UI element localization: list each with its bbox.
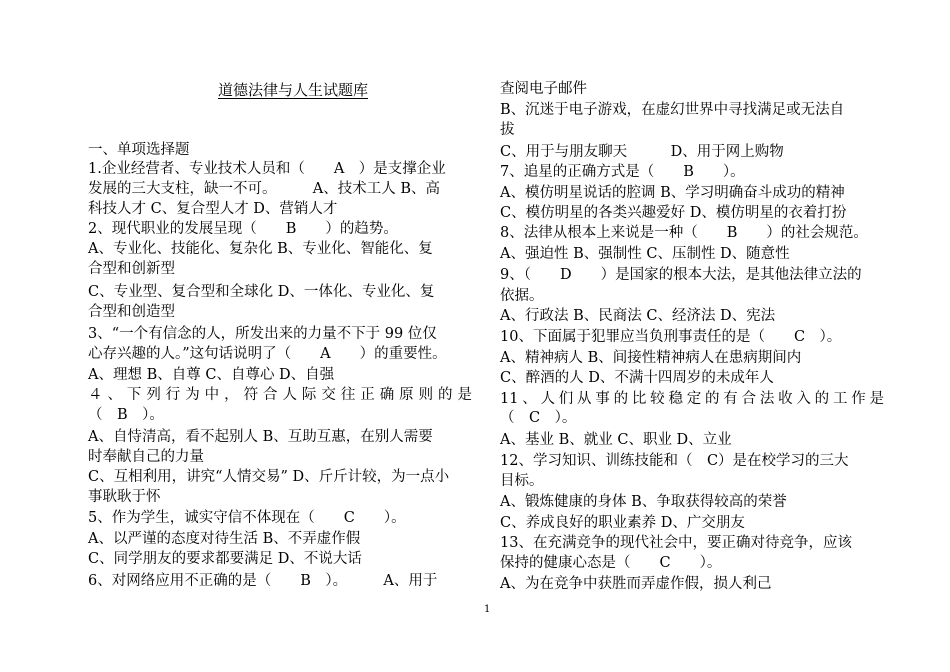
text-line: 事耿耿于怀	[88, 489, 161, 505]
text-line: A、行政法 B、民商法 C、经济法 D、宪法	[500, 308, 776, 324]
text-line: 8、法律从根本上来说是一种（ B ）的社会规范。	[500, 225, 868, 241]
text-line: C、醉酒的人 D、不满十四周岁的未成年人	[500, 370, 774, 386]
text-line: A、锻炼健康的身体 B、争取获得较高的荣誉	[500, 494, 787, 510]
text-line: 科技人才 C、复合型人才 D、营销人才	[88, 201, 338, 217]
text-line: C、养成良好的职业素养 D、广交朋友	[500, 515, 745, 531]
text-line: 6、对网络应用不正确的是（ B ）。 A、用于	[88, 573, 438, 589]
text-line: 5、作为学生，诚实守信不体现在（ C ）。	[88, 510, 406, 526]
text-line: C、模仿明星的各类兴趣爱好 D、模仿明星的衣着打扮	[500, 205, 847, 221]
text-line: A、自恃清高，看不起别人 B、互助互惠，在别人需要	[88, 429, 433, 445]
text-line: （ B ）。	[88, 407, 164, 423]
text-line: A、精神病人 B、间接性精神病人在患病期间内	[500, 350, 802, 366]
text-line: 9、（ D ）是国家的根本大法，是其他法律立法的	[500, 267, 862, 283]
text-line: B、沉迷于电子游戏，在虚幻世界中寻找满足或无法自	[500, 102, 845, 118]
text-line: A、基业 B、就业 C、职业 D、立业	[500, 432, 732, 448]
section-heading: 一、单项选择题	[88, 142, 190, 158]
text-line: C、用于与朋友聊天 D、用于网上购物	[500, 144, 784, 160]
text-line: A、模仿明星说话的腔调 B、学习明确奋斗成功的精神	[500, 185, 845, 201]
text-line: C、同学朋友的要求都要满足 D、不说大话	[88, 551, 362, 567]
text-line: 合型和创新型	[88, 261, 175, 277]
text-line: 保持的健康心态是（ C ）。	[500, 555, 722, 571]
text-line: A、强迫性 B、强制性 C、压制性 D、随意性	[500, 246, 790, 262]
text-line: A、以严谨的态度对待生活 B、不弄虚作假	[88, 531, 361, 547]
text-line: 查阅电子邮件	[500, 81, 587, 97]
text-line: A、专业化、技能化、复杂化 B、专业化、智能化、复	[88, 241, 433, 257]
text-line: C、专业型、复合型和全球化 D、一体化、专业化、复	[88, 284, 435, 300]
text-line: A、为在竞争中获胜而弄虚作假，损人利己	[500, 576, 772, 592]
text-line: 11、人们从事的比较稳定的有合法收入的工作是	[500, 391, 884, 407]
text-line: 目标。	[500, 473, 544, 489]
text-line: 心存兴趣的人。”这句话说明了（ A ）的重要性。	[88, 346, 447, 362]
page-number: 1	[484, 604, 491, 615]
text-line: 10、下面属于犯罪应当负刑事责任的是（ C ）。	[500, 329, 842, 345]
text-line: 时奉献自己的力量	[88, 449, 204, 465]
text-line: （ C ）。	[500, 410, 577, 426]
document-title: 道德法律与人生试题库	[218, 81, 369, 99]
text-line: 依据。	[500, 288, 544, 304]
text-line: 拔	[500, 122, 515, 138]
text-line: 7、追星的正确方式是（ B ）。	[500, 164, 745, 180]
text-line: C、互相利用，讲究“人情交易” D、斤斤计较，为一点小	[88, 469, 450, 485]
text-line: 3、“一个有信念的人，所发出来的力量不下于 99 位仅	[88, 326, 437, 342]
text-line: 合型和创造型	[88, 304, 175, 320]
text-line: ４、下列行为中，符合人际交往正确原则的是	[88, 387, 472, 403]
text-line: 1.企业经营者、专业技术人员和（ A ）是支撑企业	[88, 161, 446, 177]
text-line: 发展的三大支柱，缺一不可。 A、技术工人 B、高	[88, 181, 440, 197]
text-line: A、理想 B、自尊 C、自尊心 D、自强	[88, 367, 335, 383]
text-line: 2、现代职业的发展呈现（ B ）的趋势。	[88, 221, 398, 237]
text-line: 12、学习知识、训练技能和（ C）是在校学习的三大	[500, 453, 849, 469]
text-line: 13、在充满竞争的现代社会中，要正确对待竞争，应该	[500, 535, 852, 551]
